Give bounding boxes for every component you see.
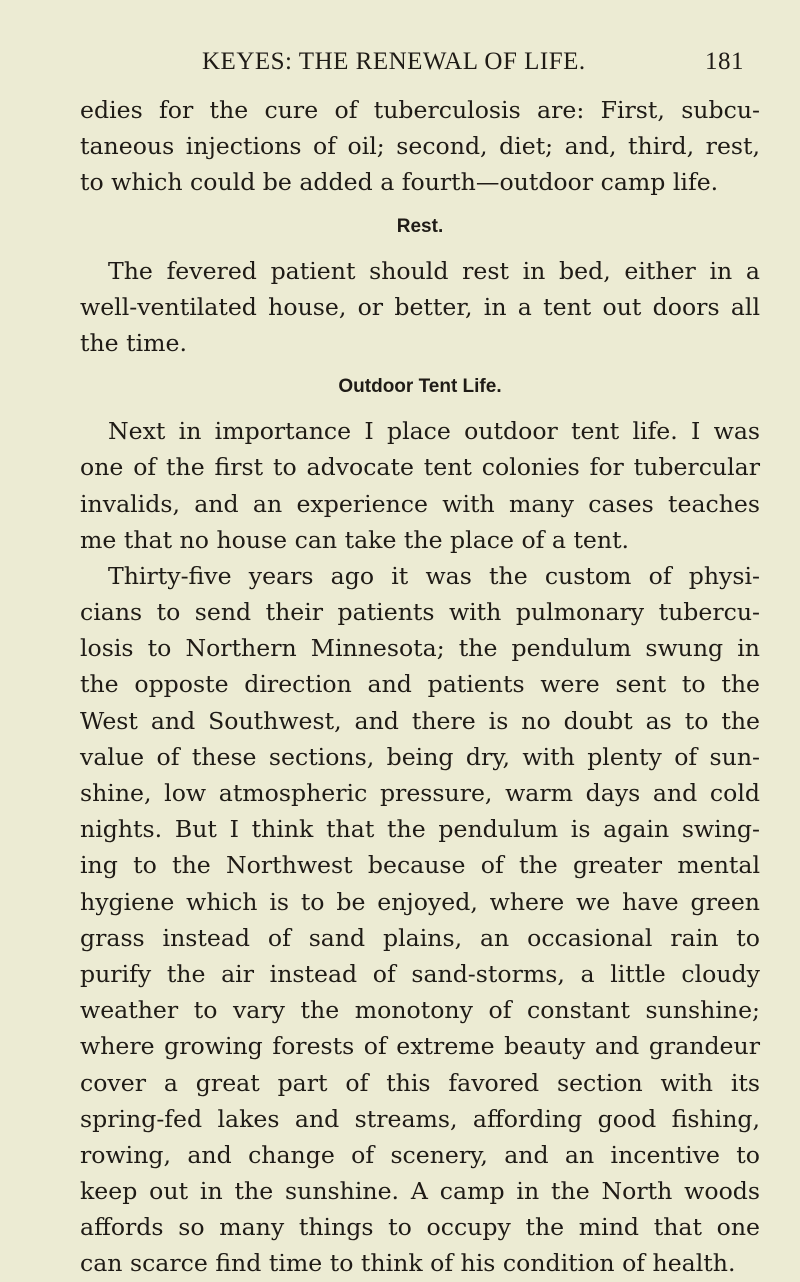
text-line: me that no house can take the place of a tent. xyxy=(80,525,630,554)
text-line: taneous injections of oil; second, diet; and, third, rest, xyxy=(80,132,760,161)
text-line: purify the air instead of sand-storms, a little cloudy xyxy=(80,959,760,988)
text-line: ing to the Northwest because of the greater mental xyxy=(80,851,760,880)
running-head xyxy=(202,48,744,76)
text-line: invalids, and an experience with many cases teaches xyxy=(80,489,760,518)
text-line: hygiene which is to be enjoyed, where we have green xyxy=(80,887,760,916)
text-line: grass instead of sand plains, an occasional rain to xyxy=(80,923,760,952)
text-line: cians to send their patients with pulmonary tubercu- xyxy=(80,598,760,627)
text-line: the time. xyxy=(80,328,188,357)
page-number: 181 xyxy=(705,48,744,75)
text-line: rowing, and change of scenery, and an incentive to xyxy=(80,1140,760,1169)
section-heading-rest: Rest. xyxy=(396,215,444,237)
section-heading-outdoor-tent-life: Outdoor Tent Life. xyxy=(338,376,502,398)
text-line: nights. But I think that the pendulum is again swing- xyxy=(80,815,760,844)
text-line: spring-fed lakes and streams, affording good fishing, xyxy=(80,1104,760,1133)
text-line: one of the first to advocate tent colonies for tubercular xyxy=(80,453,760,482)
text-line: the opposte direction and patients were sent to the xyxy=(80,670,760,699)
running-head-title: KEYES: THE RENEWAL OF LIFE. xyxy=(202,48,586,75)
text-line: Thirty-five years ago it was the custom of physi- xyxy=(108,561,760,590)
paragraph-4 xyxy=(80,558,760,1282)
text-line: The fevered patient should rest in bed, either in a xyxy=(108,256,760,285)
text-line: West and Southwest, and there is no doubt as to the xyxy=(80,706,760,735)
text-line: cover a great part of this favored section with its xyxy=(80,1068,760,1097)
body-text xyxy=(80,92,760,1282)
text-line: weather to vary the monotony of constant sunshine; xyxy=(80,996,760,1025)
text-line: affords so many things to occupy the mind that one xyxy=(80,1213,760,1242)
text-line: edies for the cure of tuberculosis are: First, subcu- xyxy=(80,96,760,124)
text-line: shine, low atmospheric pressure, warm days and cold xyxy=(80,779,760,807)
text-line: value of these sections, being dry, with plenty of sun- xyxy=(80,742,760,771)
text-line: Next in importance I place outdoor tent life. I was xyxy=(108,417,760,446)
text-line: to which could be added a fourth—outdoor camp life. xyxy=(80,168,719,197)
text-line: can scarce find time to think of his condition of health. xyxy=(80,1249,736,1278)
text-line: where growing forests of extreme beauty and grandeur xyxy=(80,1032,760,1061)
paragraph-2 xyxy=(80,253,760,362)
paragraph-1 xyxy=(80,92,760,201)
text-line: well-ventilated house, or better, in a tent out doors all xyxy=(80,292,760,321)
text-line: keep out in the sunshine. A camp in the North woods xyxy=(80,1177,760,1206)
paragraph-3 xyxy=(80,413,760,558)
text-line: losis to Northern Minnesota; the pendulum swung in xyxy=(80,634,760,663)
